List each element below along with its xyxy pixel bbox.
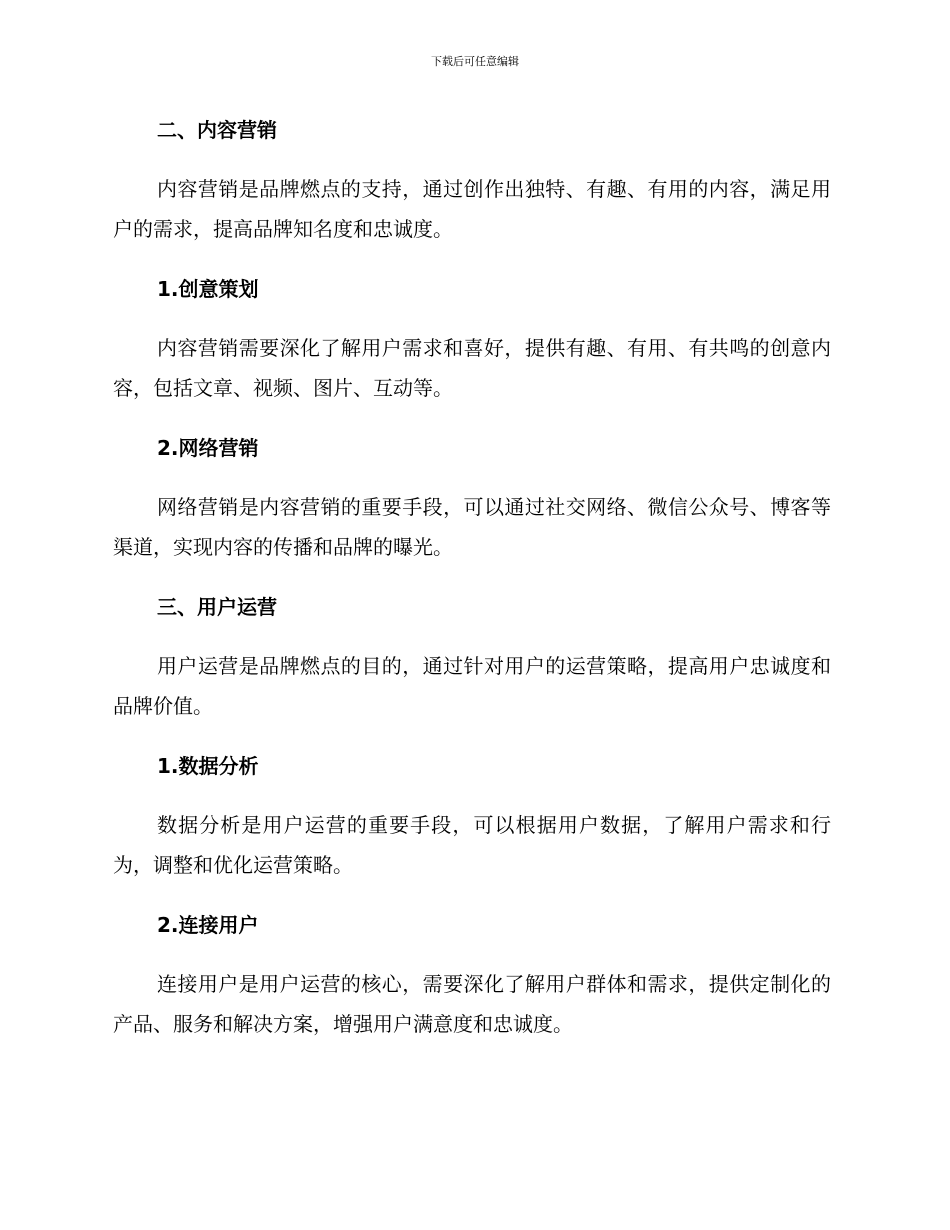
paragraph: 用户运营是品牌燃点的目的，通过针对用户的运营策略，提高用户忠诚度和品牌价值。 — [113, 654, 831, 718]
paragraph: 内容营销需要深化了解用户需求和喜好，提供有趣、有用、有共鸣的创意内容，包括文章、视频、图片、互动等。 — [113, 336, 831, 400]
subsection-heading: 1.数据分析 — [157, 754, 259, 778]
document-body — [113, 110, 831, 1064]
section-heading: 二、内容营销 — [157, 118, 277, 142]
paragraph: 连接用户是用户运营的核心，需要深化了解用户群体和需求，提供定制化的产品、服务和解决方案，增强用户满意度和忠诚度。 — [113, 972, 831, 1036]
paragraph: 网络营销是内容营销的重要手段，可以通过社交网络、微信公众号、博客等渠道，实现内容的传播和品牌的曝光。 — [113, 495, 831, 559]
subsection-heading: 2.网络营销 — [157, 436, 259, 460]
paragraph: 数据分析是用户运营的重要手段，可以根据用户数据，了解用户需求和行为，调整和优化运营策略。 — [113, 813, 831, 877]
section-heading: 三、用户运营 — [157, 595, 277, 619]
subsection-heading: 1.创意策划 — [157, 277, 259, 301]
subsection-heading: 2.连接用户 — [157, 913, 259, 937]
paragraph: 内容营销是品牌燃点的支持，通过创作出独特、有趣、有用的内容，满足用户的需求，提高品牌知名度和忠诚度。 — [113, 177, 831, 241]
page-header: 下载后可任意编辑 — [431, 55, 519, 68]
